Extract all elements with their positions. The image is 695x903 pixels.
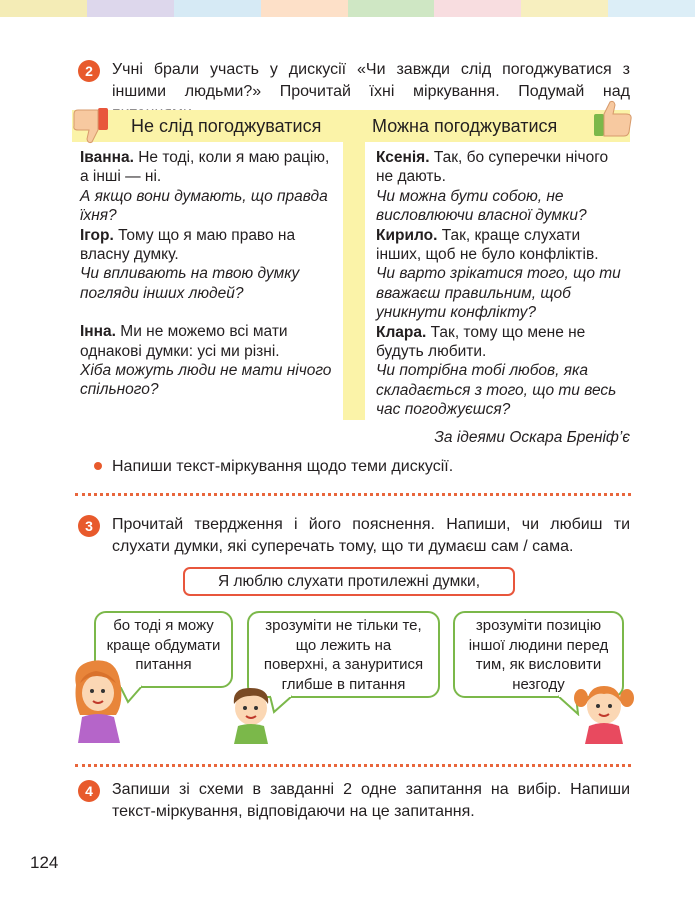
thumbs-up-icon — [590, 98, 636, 142]
statement-ihor: Ігор. Тому що я маю право на власну думку. — [80, 226, 296, 264]
section-divider — [75, 764, 631, 767]
statement-kyrylo: Кирило. Так, краще слухати інших, щоб не було конфліктів. — [376, 226, 599, 264]
speech-bubble-2: зрозуміти не тільки те, що лежить на поверхні, а зануритися глибше в питання — [247, 611, 440, 698]
bullet-task-text: Напиши текст-міркування щодо теми дискусії. — [112, 458, 454, 475]
task-4-number: 4 — [78, 780, 100, 802]
task-2-text: Учні брали участь у дискусії «Чи завжди слід погоджуватися з іншими людьми?» Прочитай їхні міркування. Подумай над — [112, 61, 630, 100]
question: Хіба можуть люди не мати нічого спільного? — [80, 362, 332, 399]
speech-bubble-3: зрозуміти позицію іншої людини перед тим, як висловити незгоду — [453, 611, 624, 698]
task-4-text: Запиши зі схеми в завданні 2 одне запитання на вибір. Напиши текст-міркування, відповідаючи на це запитання. — [112, 781, 630, 820]
statement-box: Я люблю слухати протилежні думки, — [183, 567, 515, 596]
speech-bubble-1: бо тоді я можу краще обдумати питання — [94, 611, 233, 688]
boy-illustration — [226, 684, 276, 744]
thumbs-down-icon — [70, 104, 116, 146]
section-divider — [75, 493, 631, 496]
statement-kseniia: Ксенія. Так, бо суперечки нічого не дають. — [376, 149, 609, 186]
page-number: 124 — [30, 853, 59, 872]
question: Чи варто зрікатися того, що ти вважаєш правильним, щоб уникнути конфлікту? — [376, 265, 621, 322]
task-2-number: 2 — [78, 60, 100, 82]
task-3-text: Прочитай твердження і його пояснення. Напиши, чи любиш ти слухати думки, які суперечать тому, що ти думаєш сам / сама. — [112, 516, 630, 555]
girl-left-illustration — [70, 655, 128, 743]
statement-klara: Клара. Так, тому що мене не будуть любити. — [376, 323, 586, 361]
question: А якщо вони думають, що правда їхня? — [80, 187, 328, 225]
right-column-header: Можна погоджуватися — [372, 116, 558, 136]
left-column — [80, 148, 338, 400]
left-column-header: Не слід погоджуватися — [131, 116, 322, 136]
question: Чи потрібна тобі любов, яка складається з того, що ти весь час погоджуєшся? — [376, 362, 617, 419]
middle-divider-band — [343, 110, 365, 420]
right-column — [376, 148, 626, 420]
top-color-strip — [0, 0, 695, 17]
question: Чи можна бути собою, не висловлюючи власної думки? — [376, 187, 587, 225]
statement-inna: Інна. Ми не можемо всі мати однакові думки: усі ми різні. — [80, 323, 288, 360]
source-attribution: За ідеями Оскара Бреніф’є — [434, 429, 630, 446]
task-3-number: 3 — [78, 515, 100, 537]
bullet-icon — [94, 462, 102, 470]
question: Чи впливають на твою думку погляди інших людей? — [80, 265, 300, 302]
statement-ivanna: Іванна. Не тоді, коли я маю рацію, а інші — ні. — [80, 149, 330, 186]
girl-right-illustration — [573, 680, 635, 744]
